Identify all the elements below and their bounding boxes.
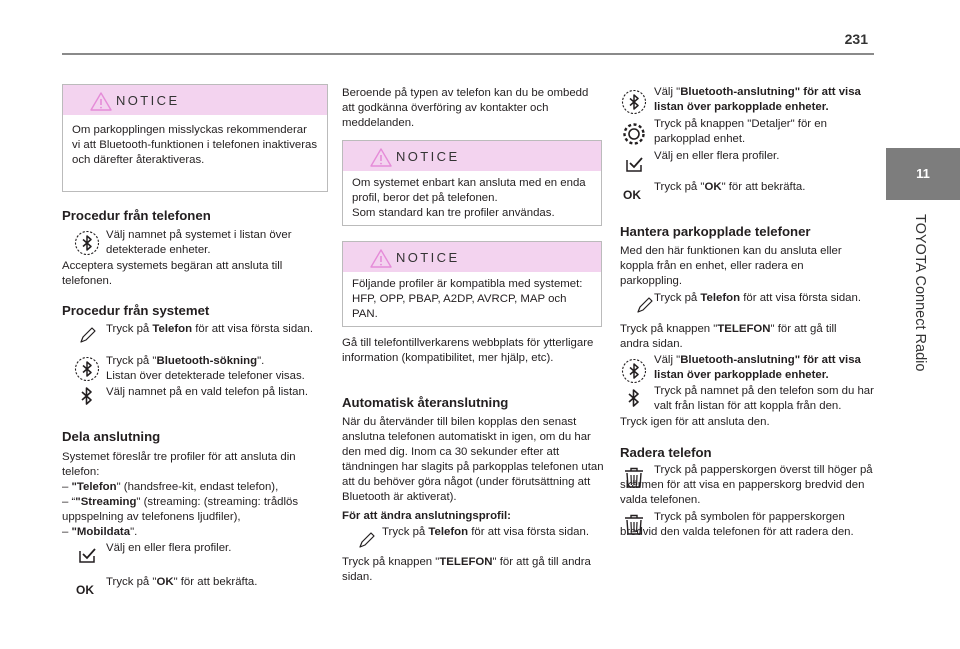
notice-label: NOTICE [116, 93, 180, 108]
heading-delete-phone: Radera telefon [620, 445, 712, 460]
notice-header [343, 242, 601, 272]
text-bold: OK [704, 181, 722, 193]
share-item-3: – "Mobildata". [62, 526, 138, 538]
text-bold: Telefon [700, 292, 741, 304]
text-run: Tryck på " [106, 355, 157, 367]
ok-icon: OK [623, 188, 641, 202]
text-run: " (handsfree-kit, endast telefon), [116, 481, 279, 493]
system-step-2 [106, 354, 328, 369]
page-number: 231 [844, 31, 868, 47]
text-run: " för att bekräfta. [721, 181, 806, 193]
share-item-1: – "Telefon" (handsfree-kit, endast telefon), [62, 481, 279, 493]
text-bold: "Mobildata [71, 526, 131, 538]
share-ok [106, 575, 328, 590]
system-step-1 [106, 322, 328, 337]
manage-step-1 [654, 291, 876, 306]
heading-procedure-phone: Procedur från telefonen [62, 208, 211, 223]
system-step-4: Välj namnet på en vald telefon på listan. [106, 386, 309, 398]
text-run: för att visa första sidan. [740, 292, 861, 304]
share-item-2: – “"Streaming" (streaming: (streaming: trådlös uppspelning av telefonens ljudfiler), [62, 496, 299, 524]
text-run: Tryck på " [654, 181, 705, 193]
text-run: Tryck på [106, 323, 153, 335]
warning-icon [90, 91, 112, 112]
text-run: Tryck på [654, 292, 701, 304]
text-bold: TELEFON [439, 556, 493, 568]
text-run: för att visa första sidan. [468, 526, 589, 538]
paired-step-1 [654, 85, 876, 115]
text-run: ". [257, 355, 265, 367]
text-bold: "Telefon [71, 481, 117, 493]
bluetooth-icon [621, 89, 647, 115]
notice-box-3 [342, 241, 602, 327]
notice-text [343, 171, 601, 229]
notice-label: NOTICE [396, 149, 460, 164]
text-run: " (streaming: (streaming: trådlös uppspelning av telefonens ljudfiler), [62, 496, 299, 524]
notice-box-2 [342, 140, 602, 226]
text-run: Tryck på knappen " [342, 556, 440, 568]
auto-reconnect-text: När du återvänder till bilen kopplas den senast anslutna telefonen automatiskt in igen, om du har den med dig. Inom ca 30 sekunder efter att tändningen har slagits på parkopplas telefonen utan att du behöver göra något (under förutsättning att Bluetooth är aktiverat). [342, 416, 604, 504]
phone-step-2: Acceptera systemets begäran att ansluta till telefonen. [62, 260, 283, 288]
notice-header [63, 85, 327, 115]
text-bold: Bluetooth-anslutning" för att visa listan över parkopplade enheter. [654, 86, 861, 114]
manage-step-2 [620, 322, 856, 352]
bluetooth-icon [625, 388, 643, 408]
text-run: " för att bekräfta. [173, 576, 258, 588]
paired-step-3: Välj en eller flera profiler. [654, 150, 780, 162]
change-profile-step-2 [342, 555, 592, 585]
text-run: Tryck på knappen " [620, 323, 718, 335]
notice-box-1 [62, 84, 328, 192]
text-bold: Bluetooth-sökning [156, 355, 258, 367]
notice-label: NOTICE [396, 250, 460, 265]
bluetooth-icon [74, 230, 100, 256]
notice-line: Om systemet enbart kan ansluta med en enda profil, beror det på telefonen. [352, 177, 586, 205]
text-run: " för att gå till andra sidan. [342, 556, 591, 584]
text-run: " för att gå till andra sidan. [620, 323, 837, 351]
checkbox-icon [77, 545, 97, 565]
gear-icon [621, 121, 647, 147]
manage-step-5: Tryck igen för att ansluta den. [620, 416, 770, 428]
share-intro: Systemet föreslår tre profiler för att ansluta din telefon: [62, 451, 296, 479]
ok-icon: OK [76, 583, 94, 597]
paired-step-4 [654, 180, 876, 195]
heading-auto-reconnect: Automatisk återanslutning [342, 395, 509, 410]
share-select: Välj en eller flera profiler. [106, 542, 232, 554]
warning-icon [370, 248, 392, 269]
side-title [913, 214, 931, 494]
heading-procedure-system: Procedur från systemet [62, 303, 210, 318]
paired-step-2: Tryck på knappen "Detaljer" för en parkopplad enhet. [654, 118, 827, 146]
text-run: ". [130, 526, 138, 538]
bluetooth-icon [78, 386, 96, 406]
manage-step-4: Tryck på namnet på den telefon som du har valt från listan för att koppla från den. [654, 385, 874, 413]
warning-icon [370, 147, 392, 168]
notice-line: Som standard kan tre profiler användas. [352, 207, 555, 220]
change-profile-label: För att ändra anslutningsprofil: [342, 510, 511, 522]
text-run: Välj " [654, 354, 681, 366]
notice-header [343, 141, 601, 171]
chapter-tab[interactable]: 11 [886, 148, 960, 200]
text-bold: OK [156, 576, 174, 588]
notice-text: Om parkopplingen misslyckas rekommenderar vi att Bluetooth-funktionen i telefonen inaktiveras och därefter återaktiveras. [72, 124, 318, 167]
pen-icon [635, 295, 655, 315]
text-bold: Telefon [152, 323, 193, 335]
notice-text: Följande profiler är kompatibla med systemet: HFP, OPP, PBAP, A2DP, AVRCP, MAP och PAN. [352, 278, 583, 321]
checkbox-icon [624, 154, 644, 174]
delete-step-2: Tryck på symbolen för papperskorgen bredvid den valda telefonen för att radera den. [620, 511, 854, 539]
manufacturer-info: Gå till telefontillverkarens webbplats för ytterligare information (kompatibilitet, mer hjälp, etc). [342, 337, 594, 365]
text-run: för att visa första sidan. [192, 323, 313, 335]
pen-icon [78, 325, 98, 345]
text-run: Välj " [654, 86, 681, 98]
heading-manage-paired: Hantera parkopplade telefoner [620, 224, 811, 239]
text-bold: TELEFON [717, 323, 771, 335]
delete-step-1: Tryck på papperskorgen överst till höger på skärmen för att visa en papperskorg bredvid den valda telefonen. [620, 464, 873, 507]
side-title-text: TOYOTA Connect Radio [912, 214, 928, 372]
change-profile-step-1 [382, 525, 604, 540]
manage-step-3 [654, 353, 876, 383]
text-bold: Telefon [428, 526, 469, 538]
pen-icon [357, 530, 377, 550]
text-run: Tryck på " [106, 576, 157, 588]
system-step-3: Listan över detekterade telefoner visas. [106, 370, 305, 382]
header-rule [62, 53, 874, 55]
text-bold: "Streaming [75, 496, 137, 508]
manage-intro: Med den här funktionen kan du ansluta eller koppla från en enhet, eller radera en parkoppling. [620, 245, 842, 288]
bluetooth-icon [74, 356, 100, 382]
phone-type-intro: Beroende på typen av telefon kan du be ombedd att godkänna överföring av kontakter och meddelanden. [342, 87, 589, 130]
heading-share-connection: Dela anslutning [62, 429, 161, 444]
phone-step-1: Välj namnet på systemet i listan över detekterade enheter. [106, 229, 292, 257]
bluetooth-icon [621, 358, 647, 384]
text-bold: Bluetooth-anslutning" för att visa listan över parkopplade enheter. [654, 354, 861, 382]
text-run: Tryck på [382, 526, 429, 538]
